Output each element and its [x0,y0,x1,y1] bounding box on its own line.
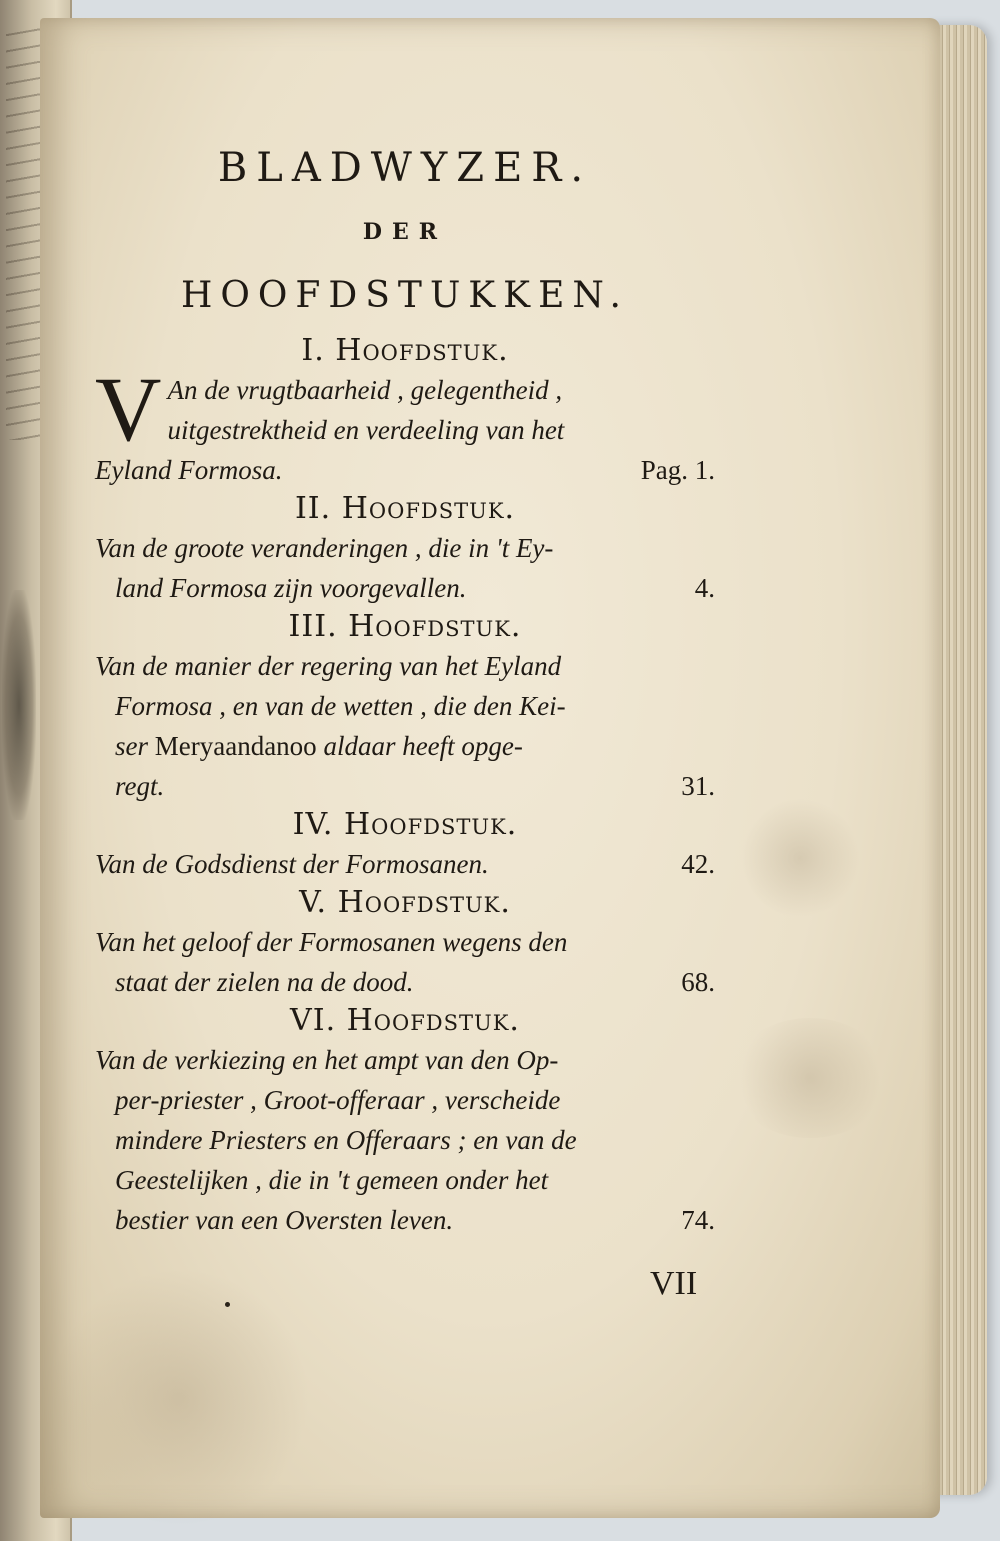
description-last-line: land Formosa zijn voorgevallen. 4. [95,568,715,608]
page-subtitle: DER [362,219,448,245]
page-number: 74. [681,1205,715,1235]
ink-dot [225,1302,230,1307]
chapter-6 [95,1002,715,1240]
stain [730,1018,890,1138]
chapter-description [95,922,715,1002]
page-number: 4. [694,573,715,603]
description-line: Formosa , en van de wetten , die den Kei- [115,691,566,721]
chapter-description [95,358,715,490]
facing-page-engraving [2,590,36,820]
stain [50,1268,310,1528]
chapter-description [95,844,715,884]
stain [740,798,860,918]
description-line: Van de manier der regering van het Eyland [95,651,562,681]
page-number: 42. [681,849,715,879]
description-last-line: Van de Godsdienst der Formosanen. 42. [95,844,715,884]
chapter-heading: VI. Hoofdstuk. [290,1003,520,1038]
description-line: Geestelijken , die in 't gemeen onder het [115,1165,549,1195]
page-title-2: HOOFDSTUKKEN. [181,275,629,316]
chapter-heading: IV. Hoofdstuk. [292,807,518,842]
description-line: Van het geloof der Formosanen wegens den [95,927,568,957]
page-title: BLADWYZER. [217,145,593,191]
catchword: VII [650,1265,698,1302]
chapter-description [95,646,715,806]
chapter-description [95,1040,715,1240]
drop-cap: V [95,358,162,460]
description-last-line: staat der zielen na de dood. 68. [95,962,715,1002]
chapter-2 [95,490,715,608]
table-of-contents [95,120,715,1240]
chapter-heading: V. Hoofdstuk. [299,885,511,920]
chapter-heading: II. Hoofdstuk. [294,491,516,526]
page-number: 31. [681,771,715,801]
description-last-line: regt. 31. [95,766,715,806]
description-line: mindere Priesters en Offeraars ; en van de [115,1125,577,1155]
description-line: An de vrugtbaarheid , gelegentheid , [167,375,563,405]
chapter-5 [95,884,715,1002]
chapter-4 [95,806,715,884]
chapter-heading: III. Hoofdstuk. [288,609,522,644]
chapter-heading: I. Hoofdstuk. [301,333,509,368]
description-line: Van de verkiezing en het ampt van den Op- [95,1045,559,1075]
description-line: per-priester , Groot-offeraar , verscheide [115,1085,561,1115]
description-line: ser Meryaandanoo aldaar heeft opge- [115,731,523,761]
chapter-description [95,528,715,608]
page-number: 68. [681,967,715,997]
description-line: uitgestrektheid en verdeeling van het [167,415,565,445]
description-last-line: bestier van een Oversten leven. 74. [95,1200,715,1240]
chapter-3 [95,608,715,806]
description-line: Van de groote veranderingen , die in 't Ey- [95,533,554,563]
page-number: Pag. 1. [640,455,715,485]
description-last-line: Eyland Formosa. Pag. 1. [95,450,715,490]
chapter-1 [95,332,715,490]
